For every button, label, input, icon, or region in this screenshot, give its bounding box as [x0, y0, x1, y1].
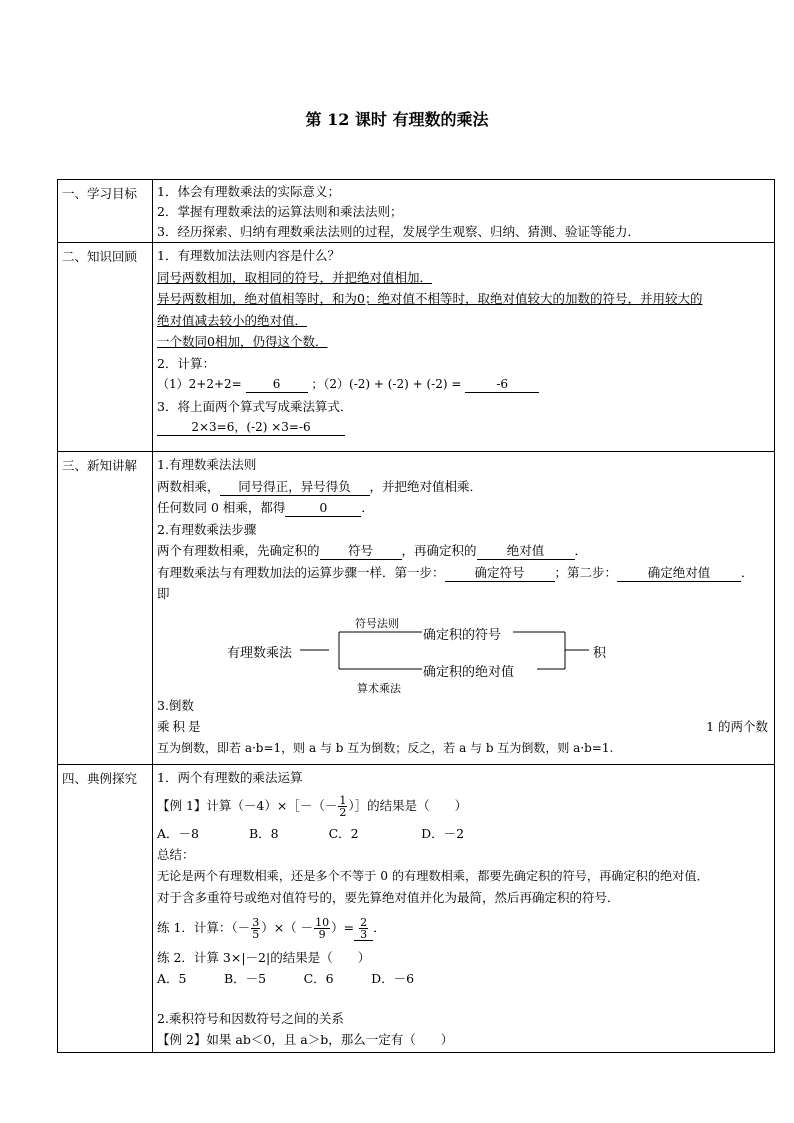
rule-text: ．	[361, 500, 374, 515]
example-question: ）］的结果是（ ）	[348, 797, 468, 813]
summary-label: 总结：	[157, 847, 195, 862]
review-answer: 异号两数相加，绝对值相等时，和为0；绝对值不相等时，取绝对值较大的加数的符号，并用较大的	[157, 291, 703, 306]
step-blank: 确定符号	[445, 565, 555, 582]
section-content-examples	[153, 765, 775, 1053]
reciprocal-text: 1 的两个数	[706, 719, 768, 734]
diagram-left-label: 有理数乘法	[227, 645, 293, 661]
step-text: ．	[574, 543, 588, 558]
page-title: 第 12 课时 有理数的乘法	[305, 110, 489, 129]
rule-text: ，并把绝对值相乘．	[369, 478, 483, 494]
calc-prompt: ；（2）(-2) + (-2) + (-2) =	[311, 377, 462, 391]
review-answer: 绝对值减去较小的绝对值．	[157, 312, 308, 328]
practice-options: A．5 B．－5 C．6 D．－6	[157, 971, 415, 986]
step-blank: 符号	[320, 543, 402, 560]
review-question: 1．有理数加法法则内容是什么？	[157, 248, 340, 263]
rule-blank: 同号得正，异号得负	[220, 479, 370, 496]
lesson-table	[57, 179, 775, 1053]
section-row-goals	[58, 180, 775, 243]
reciprocal-heading: 3.倒数	[157, 697, 194, 713]
practice-question: 练 1．计算：（－	[157, 919, 251, 935]
diagram-bottom-box: 确定积的绝对值	[423, 664, 515, 680]
section-row-review	[58, 243, 775, 452]
section-label-new: 三、新知讲解	[58, 452, 153, 765]
rule-text: 任何数同 0 相乘，都得	[157, 500, 286, 515]
calc-answer: -6	[465, 376, 539, 393]
step-text: 即	[157, 586, 170, 601]
fraction: $\frac{1}{2}$	[339, 793, 347, 819]
summary-text: 无论是两个有理数相乘，还是多个不等于 0 的有理数相乘，都要先确定积的符号，再确定积的绝对值．	[157, 868, 709, 883]
step-text: 两个有理数相乘，先确定积的	[157, 543, 320, 558]
reciprocal-text: 乘积是	[157, 719, 204, 734]
section-content-new	[153, 452, 775, 765]
rule-blank: 0	[285, 500, 361, 517]
diagram-right-label: 积	[593, 645, 607, 661]
summary-text: 对于含多重符号或绝对值符号的，要先算绝对值并化为最简，然后再确定积的符号．	[157, 890, 620, 905]
section-row-new	[58, 452, 775, 765]
step-blank: 绝对值	[477, 543, 575, 560]
practice-question: ）=	[331, 919, 355, 935]
diagram-top-box: 确定积的符号	[423, 627, 502, 643]
section-row-examples	[58, 765, 775, 1053]
rule-heading: 1.有理数乘法法则	[157, 457, 257, 472]
review-question: 3．将上面两个算式写成乘法算式．	[157, 398, 353, 414]
step-text: ；第二步：	[554, 564, 618, 580]
section-content-review	[153, 243, 775, 452]
review-answer: 一个数同0相加，仍得这个数．	[157, 334, 328, 349]
section-label-review: 二、知识回顾	[58, 243, 153, 452]
step-text: ，再确定积的	[401, 543, 477, 558]
section-label-examples: 四、典例探究	[58, 765, 153, 1053]
example-heading: 1．两个有理数的乘法运算	[157, 770, 303, 785]
goal-line: 3．经历探索、归纳有理数乘法法则的过程，发展学生观察、归纳、猜测、验证等能力．	[157, 224, 640, 239]
goal-line: 1．体会有理数乘法的实际意义；	[157, 184, 340, 199]
step-text: 有理数乘法与有理数加法的运算步骤一样．第一步：	[157, 564, 445, 580]
steps-heading: 2.有理数乘法步骤	[157, 521, 257, 537]
review-question: 2．计算：	[157, 355, 215, 371]
goal-line: 2．掌握有理数乘法的运算法则和乘法法则；	[157, 204, 403, 219]
rule-text: 两数相乘，	[157, 478, 220, 494]
practice-question: 练 2．计算 3×|－2|的结果是（ ）	[157, 949, 371, 965]
step-blank: 确定绝对值	[617, 565, 741, 582]
mult-answer: 2×3=6，(-2) ×3=-6	[157, 419, 345, 436]
step-text: ．	[741, 564, 754, 580]
section-label-goals: 一、学习目标	[58, 180, 153, 243]
practice-question: ．	[373, 919, 386, 935]
calc-prompt: （1）2+2+2=	[157, 377, 242, 391]
example-heading: 2.乘积符号和因数符号之间的关系	[157, 1010, 344, 1026]
review-answer: 同号两数相加，取相同的符号，并把绝对值相加．	[157, 269, 433, 285]
fraction: $\frac{2}{3}$	[360, 915, 368, 941]
fraction: $\frac{10}{9}$	[315, 915, 330, 941]
diagram-top-label: 符号法则	[355, 616, 399, 630]
example-question: 【例 2】如果 ab＜0，且 a＞b，那么一定有（ ）	[157, 1032, 454, 1047]
example-question: 【例 1】计算（－4）×［－（－	[157, 797, 338, 813]
diagram-bottom-label: 算术乘法	[357, 681, 401, 695]
fraction: $\frac{3}{5}$	[252, 915, 260, 941]
practice-question: ）×（ －	[261, 919, 314, 935]
section-content-goals	[153, 180, 775, 243]
calc-answer: 6	[246, 376, 308, 393]
reciprocal-text: 互为倒数，即若 a·b=1，则 a 与 b 互为倒数；反之，若 a 与 b 互为倒数，则 a·b=1.	[157, 740, 614, 755]
multiplication-flow-diagram	[157, 605, 770, 695]
example-options: A．－8 B．8 C．2 D．－2	[157, 825, 465, 841]
